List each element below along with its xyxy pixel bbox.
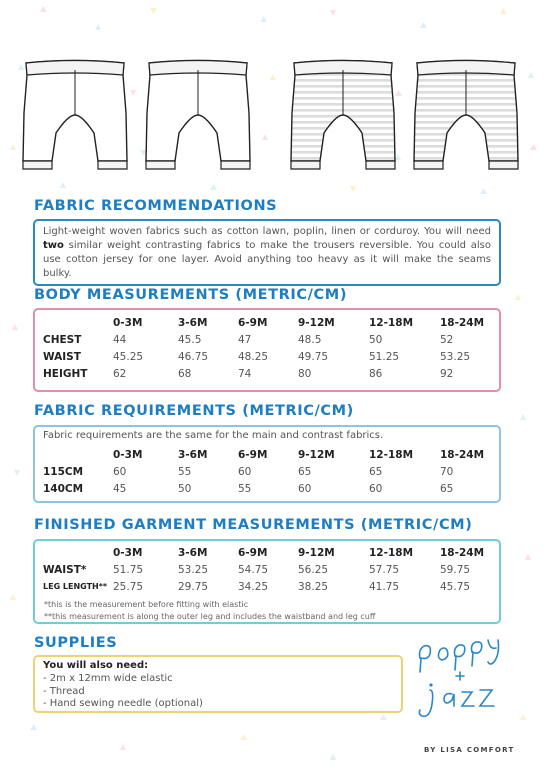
requirements-table [43, 446, 495, 497]
row-label: HEIGHT [43, 367, 88, 380]
table-cell: 52 [440, 333, 454, 346]
table-row [43, 331, 495, 348]
requirements-heading: FABRIC REQUIREMENTS (METRIC/CM) [34, 403, 354, 419]
empty-cell [43, 314, 113, 331]
row-label: CHEST [43, 333, 82, 346]
supplies-box [33, 655, 403, 713]
finished-table [43, 544, 495, 595]
requirements-box [33, 425, 501, 503]
size-header: 12-18M [369, 448, 414, 461]
table-cell: 60 [238, 465, 252, 478]
table-cell: 44 [113, 333, 127, 346]
table-cell: 60 [298, 482, 312, 495]
supplies-heading: SUPPLIES [34, 635, 118, 651]
fabric-text [35, 221, 499, 285]
table-cell: 65 [369, 465, 383, 478]
table-cell: 45.25 [113, 350, 144, 363]
table-cell: 86 [369, 367, 383, 380]
list-item: - Thread [43, 685, 85, 697]
table-row [43, 561, 495, 578]
table-cell: 51.75 [113, 563, 144, 576]
row-label: 140CM [43, 482, 84, 495]
size-header: 18-24M [440, 448, 485, 461]
table-cell: 41.75 [369, 580, 400, 593]
table-cell: 50 [369, 333, 383, 346]
shorts-front-plain [23, 61, 127, 170]
size-header: 6-9M [238, 546, 268, 559]
table-cell: 55 [178, 465, 192, 478]
table-cell: 54.75 [238, 563, 269, 576]
row-label: 115CM [43, 465, 84, 478]
body-box [33, 308, 501, 392]
size-header: 12-18M [369, 316, 414, 329]
list-item: - 2m x 12mm wide elastic [43, 673, 173, 684]
table-cell: 34.25 [238, 580, 269, 593]
table-cell: 29.75 [178, 580, 209, 593]
table-cell: 49.75 [298, 350, 329, 363]
size-header: 9-12M [298, 316, 335, 329]
size-header: 0-3M [113, 448, 143, 461]
fabric-box [33, 219, 501, 286]
finished-box [33, 539, 501, 624]
size-header: 3-6M [178, 316, 208, 329]
finished-note-leg: **this measurement is along the outer leg and includes the waistband and leg cuff [44, 612, 376, 621]
table-cell: 55 [238, 482, 252, 495]
table-cell: 60 [369, 482, 383, 495]
fabric-text-bold: two [43, 240, 64, 251]
table-cell: 53.25 [440, 350, 471, 363]
size-header: 6-9M [238, 448, 268, 461]
table-cell: 48.5 [298, 333, 322, 346]
body-heading: BODY MEASUREMENTS (METRIC/CM) [34, 287, 348, 303]
row-label: WAIST* [43, 563, 87, 576]
table-cell: 46.75 [178, 350, 209, 363]
row-label: LEG LENGTH** [43, 582, 108, 591]
list-item: - Hand sewing needle (optional) [43, 698, 203, 709]
table-cell: 56.25 [298, 563, 329, 576]
size-header: 0-3M [113, 316, 143, 329]
table-cell: 51.25 [369, 350, 400, 363]
table-cell: 45.75 [440, 580, 471, 593]
table-row [43, 463, 495, 480]
shorts-back-plain [146, 61, 250, 170]
table-cell: 45.5 [178, 333, 202, 346]
size-header: 12-18M [369, 546, 414, 559]
requirements-header-row [43, 446, 495, 463]
table-row [43, 480, 495, 497]
table-cell: 47 [238, 333, 252, 346]
table-cell: 70 [440, 465, 454, 478]
fabric-text-part1: Light-weight woven fabrics such as cotton lawn, poplin, linen or corduroy. You will need [43, 226, 491, 237]
body-header-row [43, 314, 495, 331]
table-cell: 65 [440, 482, 454, 495]
shorts-front-striped [291, 61, 395, 170]
table-cell: 62 [113, 367, 127, 380]
table-cell: 45 [113, 482, 127, 495]
brand-byline: BY LISA COMFORT [424, 746, 515, 754]
shorts-back-striped [414, 61, 518, 170]
body-table [43, 314, 495, 382]
fabric-text-part2: similar weight contrasting fabrics to make the trousers reversible. You could also use cotton jersey for one layer. Avoid anything too heavy as it will make the seams bulky. [43, 240, 491, 279]
table-row [43, 578, 495, 595]
table-row [43, 365, 495, 382]
fabric-heading: FABRIC RECOMMENDATIONS [34, 198, 278, 214]
table-cell: 59.75 [440, 563, 471, 576]
size-header: 6-9M [238, 316, 268, 329]
finished-note-waist: *this is the measurement before fitting with elastic [44, 600, 249, 609]
table-cell: 38.25 [298, 580, 329, 593]
table-cell: 25.75 [113, 580, 144, 593]
size-header: 9-12M [298, 448, 335, 461]
table-cell: 92 [440, 367, 454, 380]
table-cell: 48.25 [238, 350, 269, 363]
finished-header-row [43, 544, 495, 561]
empty-cell [43, 446, 113, 463]
supplies-title: You will also need: [43, 660, 149, 671]
table-cell: 74 [238, 367, 252, 380]
supplies-list [43, 673, 203, 711]
table-cell: 80 [298, 367, 312, 380]
size-header: 3-6M [178, 448, 208, 461]
requirements-note: Fabric requirements are the same for the main and contrast fabrics. [43, 430, 384, 441]
poppy-jazz-logo [400, 628, 520, 740]
finished-heading: FINISHED GARMENT MEASUREMENTS (METRIC/CM) [34, 517, 473, 533]
size-header: 3-6M [178, 546, 208, 559]
size-header: 0-3M [113, 546, 143, 559]
empty-cell [43, 544, 113, 561]
row-label: WAIST [43, 350, 81, 363]
size-header: 18-24M [440, 316, 485, 329]
table-cell: 53.25 [178, 563, 209, 576]
shorts-illustrations [0, 0, 550, 180]
size-header: 9-12M [298, 546, 335, 559]
table-cell: 65 [298, 465, 312, 478]
table-cell: 50 [178, 482, 192, 495]
table-cell: 68 [178, 367, 192, 380]
table-cell: 60 [113, 465, 127, 478]
size-header: 18-24M [440, 546, 485, 559]
table-row [43, 348, 495, 365]
table-cell: 57.75 [369, 563, 400, 576]
